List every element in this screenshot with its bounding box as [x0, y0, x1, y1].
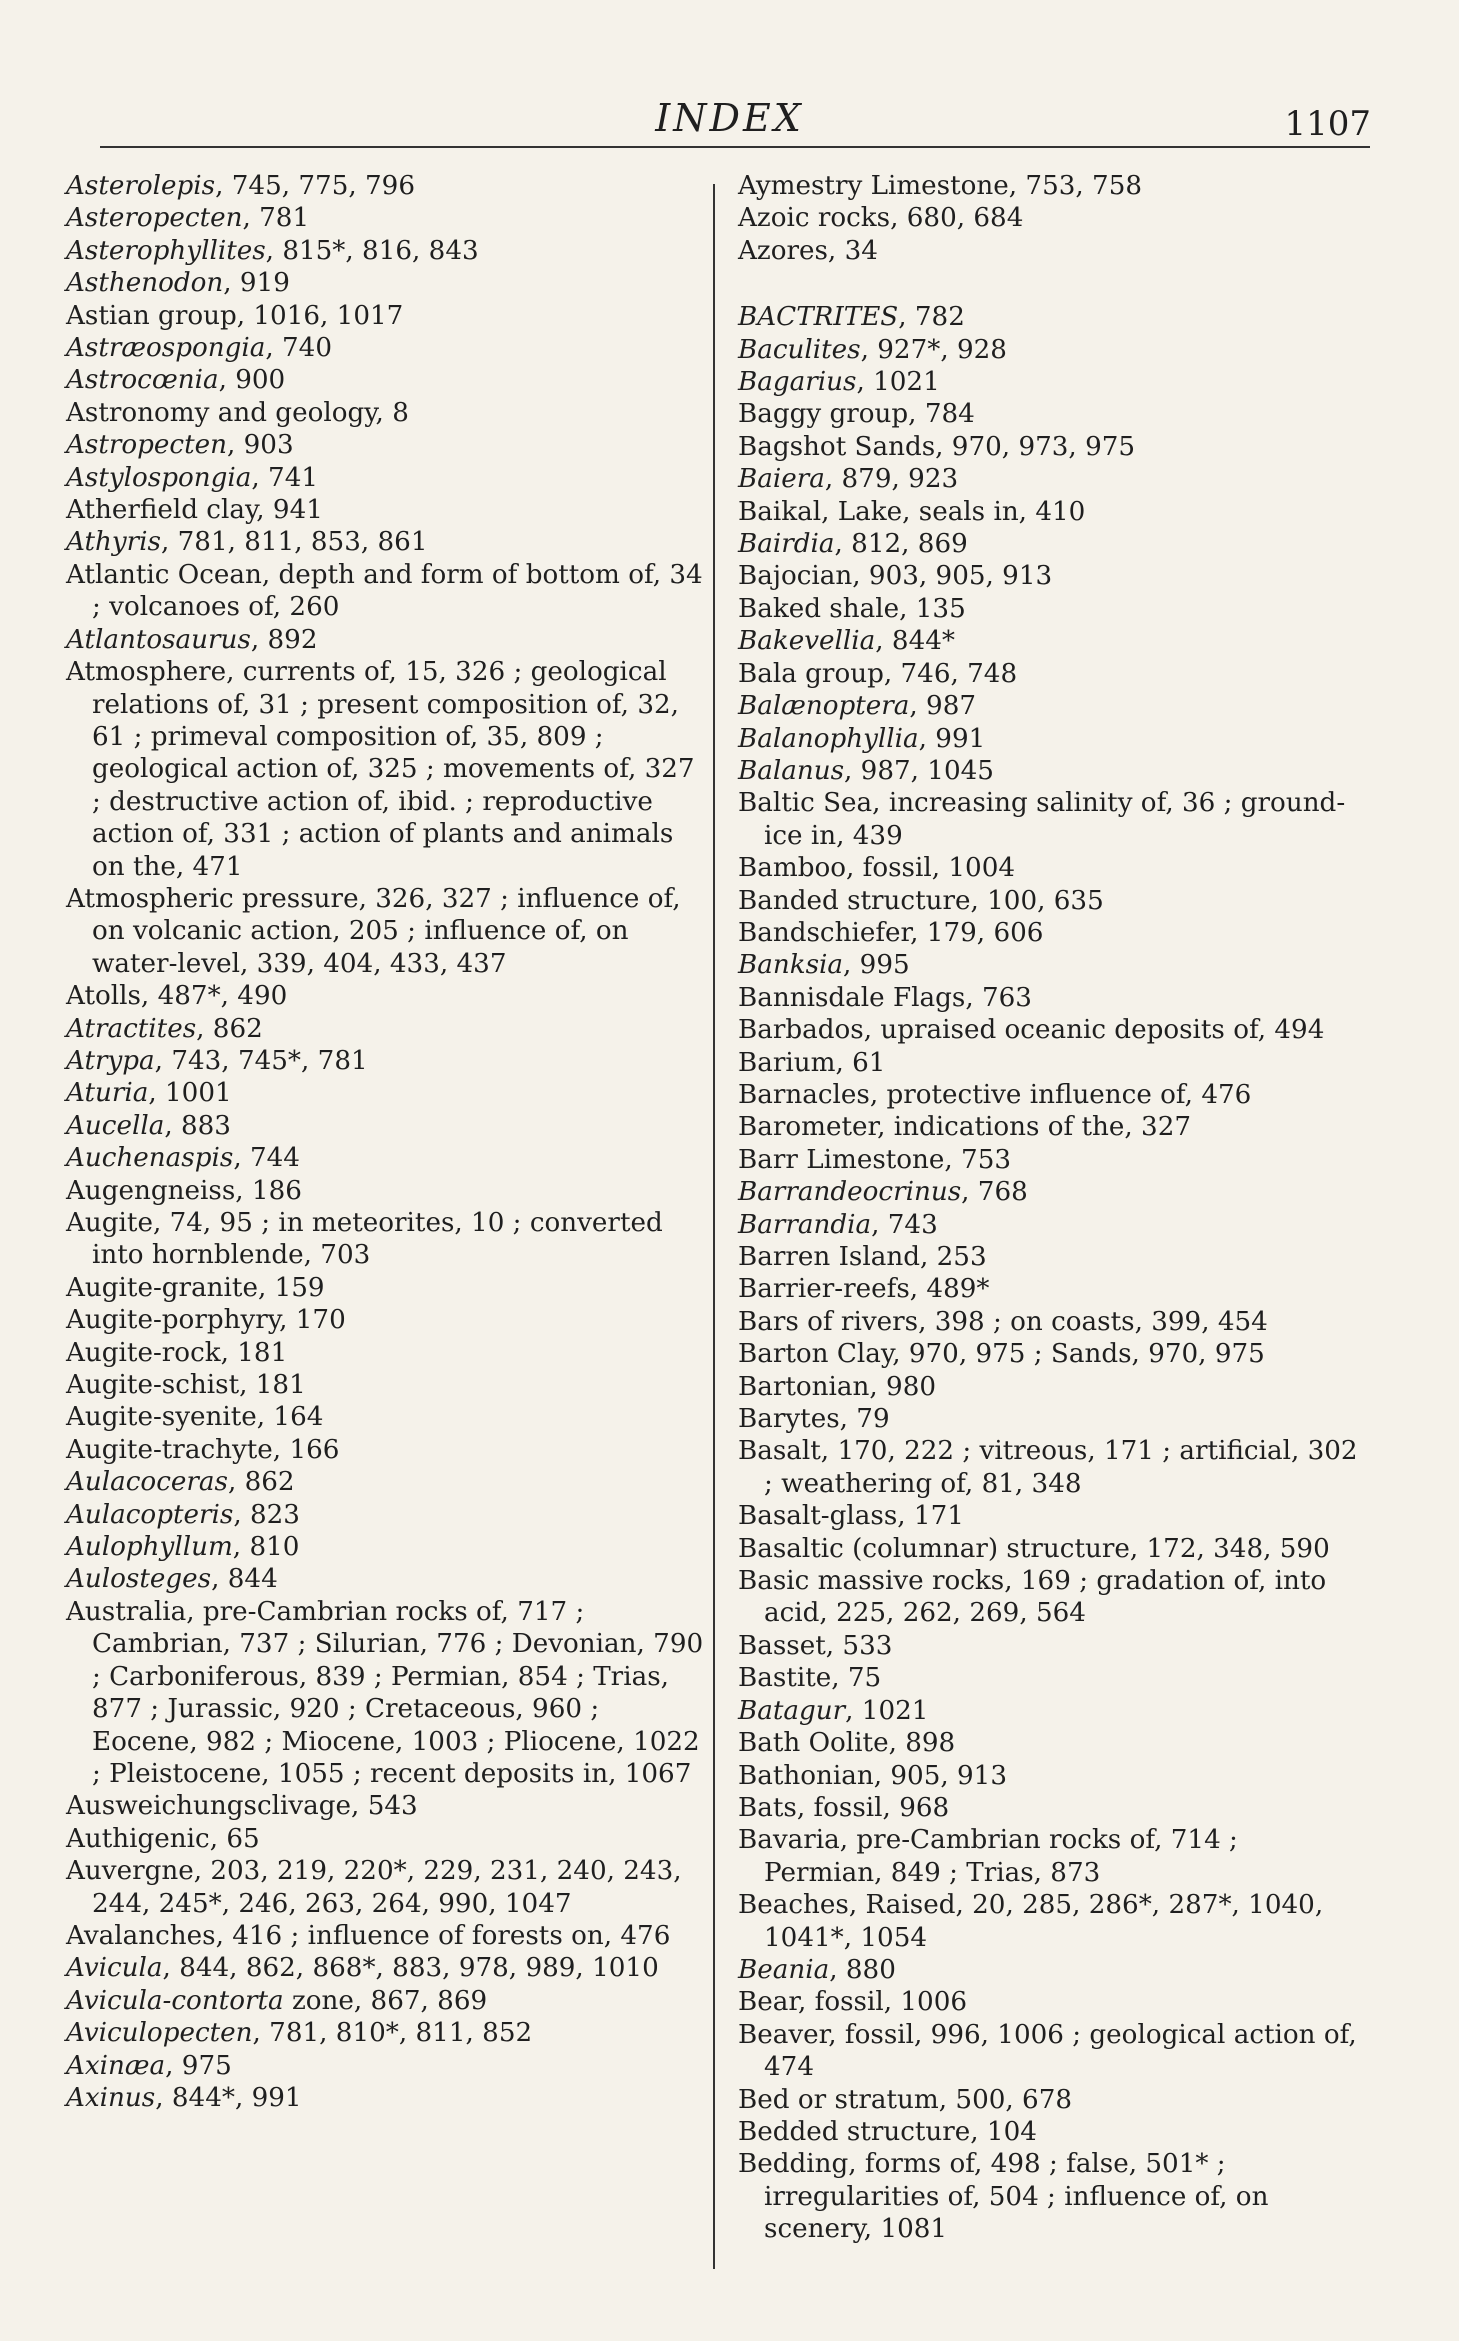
- index-entry: [738, 625, 1358, 657]
- entry-text: Bagshot Sands, 970, 973, 975: [738, 431, 1136, 462]
- index-entry: [66, 1207, 706, 1272]
- entry-italic-term: Beania: [738, 1954, 830, 1985]
- index-entry: [66, 980, 706, 1012]
- index-entry: [66, 2017, 706, 2049]
- entry-italic-term: BACTRITES: [738, 302, 899, 333]
- index-entry: [738, 1760, 1358, 1792]
- entry-italic-term: Atractites: [66, 1013, 197, 1044]
- entry-text: Basset, 533: [738, 1630, 893, 1661]
- entry-text: , 745, 775, 796: [215, 171, 416, 201]
- entry-italic-term: Aviculopecten: [66, 2018, 253, 2049]
- entry-text: , 823: [233, 1499, 300, 1530]
- entry-text: Bars of rivers, 398 ; on coasts, 399, 454: [738, 1306, 1268, 1337]
- entry-text: Atmosphere, currents of, 15, 326 ; geological relations of, 31 ; present composition of, 32, 61 ; primeval composition of, 35, 809 ; geological action of, 325 ; movements of, 327 ; destructive action of, ibid. ; reproductive action of, 331 ; action of plants and animals on the, 471: [66, 657, 695, 882]
- entry-italic-term: Astropecten: [66, 430, 227, 461]
- entry-text: Bedded structure, 104: [738, 2116, 1037, 2147]
- entry-text: , 781, 810*, 811, 852: [252, 2018, 533, 2049]
- entry-text: Atmospheric pressure, 326, 327 ; influence of, on volcanic action, 205 ; influence of, on water-level, 339, 404, 433, 437: [66, 883, 681, 979]
- index-entry: [738, 2084, 1358, 2116]
- entry-text: Barbados, upraised oceanic deposits of, 494: [738, 1015, 1325, 1046]
- index-entry: [738, 496, 1358, 528]
- entry-text: Basic massive rocks, 169 ; gradation of, into acid, 225, 262, 269, 564: [738, 1566, 1327, 1629]
- index-entry: [66, 170, 706, 202]
- entry-text: , 743, 745*, 781: [154, 1045, 368, 1076]
- entry-italic-term: Astylospongia: [66, 462, 252, 493]
- entry-text: Australia, pre-Cambrian rocks of, 717 ; Cambrian, 737 ; Silurian, 776 ; Devonian, 790 ; Carboniferous, 839 ; Permian, 854 ; Trias, 877 ; Jurassic, 920 ; Cretaceous, 960 ; Eocene, 982 ; Miocene, 1003 ; Pliocene, 1022 ; Pleistocene, 1055 ; recent deposits in, 1067: [66, 1596, 704, 1789]
- index-entry: [66, 1013, 706, 1045]
- index-entry: [738, 1371, 1358, 1403]
- entry-text: , 975: [165, 2050, 232, 2081]
- index-entry: [738, 1792, 1358, 1824]
- index-entry: [66, 624, 706, 656]
- index-column-right: [738, 170, 1358, 2246]
- entry-text: , 768: [961, 1177, 1028, 1208]
- entry-text: , 844*: [875, 626, 955, 657]
- index-entry: [738, 1435, 1358, 1500]
- entry-italic-term: Asteropecten: [66, 203, 243, 234]
- entry-italic-term: Aturia: [66, 1078, 149, 1109]
- index-entry: [66, 2050, 706, 2082]
- index-entry: [738, 982, 1358, 1014]
- index-entry: [738, 431, 1358, 463]
- entry-text: , 995: [843, 950, 910, 981]
- index-entry: [66, 883, 706, 980]
- entry-text: Astian group, 1016, 1017: [66, 300, 404, 331]
- entry-italic-term: Avicula-contorta: [66, 1985, 284, 2016]
- entry-text: Barometer, indications of the, 327: [738, 1112, 1192, 1143]
- entry-text: Authigenic, 65: [66, 1823, 260, 1854]
- entry-text: Bathonian, 905, 913: [738, 1760, 1007, 1791]
- page-number: 1107: [1284, 104, 1371, 144]
- entry-text: Beaches, Raised, 20, 285, 286*, 287*, 1040, 1041*, 1054: [738, 1890, 1324, 1953]
- entry-text: Augite-syenite, 164: [66, 1402, 324, 1433]
- entry-italic-term: Astræospongia: [66, 333, 266, 364]
- entry-text: Auvergne, 203, 219, 220*, 229, 231, 240, 243, 244, 245*, 246, 263, 264, 990, 1047: [66, 1856, 682, 1919]
- entry-text: Bear, fossil, 1006: [738, 1987, 968, 2018]
- entry-italic-term: Aulacoceras: [66, 1467, 228, 1498]
- index-entry: [738, 2148, 1358, 2245]
- index-entry: [66, 1434, 706, 1466]
- entry-text: Bastite, 75: [738, 1663, 882, 1694]
- entry-italic-term: Aucella: [66, 1110, 165, 1141]
- index-entry: [738, 1176, 1358, 1208]
- index-entry: [66, 1401, 706, 1433]
- entry-text: , 781: [242, 203, 310, 234]
- entry-text: , 815*, 816, 843: [265, 235, 479, 266]
- index-entry: [738, 301, 1358, 333]
- entry-text: Augite-porphyry, 170: [66, 1305, 346, 1336]
- entry-italic-term: Bakevellia: [738, 626, 876, 657]
- entry-text: , 862: [196, 1013, 263, 1044]
- index-entry: [738, 1824, 1358, 1889]
- index-entry: [738, 202, 1358, 234]
- index-entry: [738, 690, 1358, 722]
- index-entry: [66, 300, 706, 332]
- entry-text: Astronomy and geology, 8: [66, 397, 409, 428]
- entry-text: Baked shale, 135: [738, 593, 966, 624]
- entry-text: , 987: [909, 691, 977, 722]
- index-entry: [66, 1304, 706, 1336]
- entry-text: Bandschiefer, 179, 606: [738, 917, 1044, 948]
- entry-text: , 740: [265, 333, 333, 364]
- entry-text: Bamboo, fossil, 1004: [738, 853, 1016, 884]
- index-entry: [738, 1533, 1358, 1565]
- entry-text: zone, 867, 869: [283, 1985, 488, 2016]
- index-entry: [66, 1077, 706, 1109]
- index-entry: [738, 1565, 1358, 1630]
- index-entry: [66, 1142, 706, 1174]
- entry-text: Atherfield clay, 941: [66, 495, 323, 526]
- entry-italic-term: Athyris: [66, 527, 161, 558]
- entry-italic-term: Aulosteges: [66, 1564, 212, 1595]
- entry-text: , 844: [211, 1564, 278, 1595]
- index-column-left: [66, 170, 706, 2114]
- index-entry: [66, 267, 706, 299]
- index-entry: [738, 852, 1358, 884]
- entry-text: Bannisdale Flags, 763: [738, 982, 1032, 1013]
- entry-text: , 862: [227, 1467, 295, 1498]
- entry-italic-term: Axinus: [66, 2082, 156, 2113]
- entry-text: , 927*, 928: [860, 334, 1007, 365]
- entry-text: Barrier-reefs, 489*: [738, 1274, 990, 1305]
- entry-text: Bedding, forms of, 498 ; false, 501* ; irregularities of, 504 ; influence of, on scenery, 1081: [738, 2149, 1269, 2245]
- index-entry: [66, 526, 706, 558]
- entry-italic-term: Balanophyllia: [738, 723, 919, 754]
- index-entry: [738, 949, 1358, 981]
- entry-text: , 991: [918, 723, 986, 754]
- index-entry: [66, 1790, 706, 1822]
- index-entry: [738, 917, 1358, 949]
- entry-text: , 919: [223, 268, 290, 299]
- index-entry: [738, 1727, 1358, 1759]
- entry-italic-term: Auchenaspis: [66, 1143, 234, 1174]
- entry-italic-term: Asterolepis: [66, 171, 216, 201]
- section-gap: [738, 267, 1358, 301]
- entry-text: Barton Clay, 970, 975 ; Sands, 970, 975: [738, 1339, 1265, 1370]
- index-entry: [66, 1596, 706, 1790]
- index-entry: [738, 1630, 1358, 1662]
- entry-text: , 781, 811, 853, 861: [160, 527, 428, 558]
- entry-text: , 782: [898, 302, 965, 333]
- entry-text: , 743: [871, 1209, 938, 1240]
- entry-text: Ausweichungsclivage, 543: [66, 1791, 418, 1822]
- entry-text: , 880: [829, 1954, 896, 1985]
- entry-italic-term: Balænoptera: [738, 691, 910, 722]
- entry-italic-term: Astrocœnia: [66, 365, 219, 396]
- entry-text: Augite-trachyte, 166: [66, 1434, 340, 1465]
- entry-text: Barnacles, protective influence of, 476: [738, 1079, 1252, 1110]
- index-entry: [66, 656, 706, 883]
- index-entry: [66, 1855, 706, 1920]
- index-entry: [738, 1047, 1358, 1079]
- index-entry: [66, 1369, 706, 1401]
- index-entry: [66, 202, 706, 234]
- index-entry: [66, 332, 706, 364]
- entry-text: , 883: [164, 1110, 231, 1141]
- entry-text: Basalt, 170, 222 ; vitreous, 171 ; artificial, 302 ; weathering of, 81, 348: [738, 1436, 1358, 1499]
- entry-text: Barium, 61: [738, 1047, 886, 1078]
- entry-text: Baggy group, 784: [738, 399, 975, 430]
- entry-text: Bed or stratum, 500, 678: [738, 2084, 1073, 2115]
- entry-italic-term: Atlantosaurus: [66, 624, 251, 655]
- index-entry: [738, 398, 1358, 430]
- index-entry: [738, 1209, 1358, 1241]
- index-entry: [738, 1338, 1358, 1370]
- index-entry: [738, 528, 1358, 560]
- index-entry: [66, 494, 706, 526]
- index-entry: [738, 787, 1358, 852]
- entry-text: , 812, 869: [834, 529, 968, 560]
- entry-text: Aymestry Limestone, 753, 758: [738, 171, 1143, 201]
- entry-text: Avalanches, 416 ; influence of forests on, 476: [66, 1920, 671, 1951]
- index-entry: [738, 1889, 1358, 1954]
- entry-italic-term: Avicula: [66, 1953, 163, 1984]
- index-entry: [66, 235, 706, 267]
- entry-text: Bala group, 746, 748: [738, 658, 1018, 689]
- entry-text: , 987, 1045: [844, 755, 994, 786]
- entry-italic-term: Balanus: [738, 755, 845, 786]
- entry-text: Augite-granite, 159: [66, 1272, 325, 1303]
- index-entry: [738, 2019, 1358, 2084]
- index-entry: [738, 593, 1358, 625]
- index-entry: [738, 1014, 1358, 1046]
- entry-text: Augite-rock, 181: [66, 1337, 288, 1368]
- entry-text: Bavaria, pre-Cambrian rocks of, 714 ; Permian, 849 ; Trias, 873: [738, 1825, 1238, 1888]
- index-entry: [66, 2082, 706, 2114]
- index-entry: [66, 1531, 706, 1563]
- entry-italic-term: Axinæa: [66, 2050, 166, 2081]
- entry-text: Baltic Sea, increasing salinity of, 36 ; ground-ice in, 439: [738, 788, 1346, 851]
- entry-text: , 844, 862, 868*, 883, 978, 989, 1010: [162, 1953, 659, 1984]
- entry-italic-term: Barrandeocrinus: [738, 1177, 962, 1208]
- entry-italic-term: Aulophyllum: [66, 1532, 233, 1563]
- index-entry: [738, 1403, 1358, 1435]
- index-entry: [738, 658, 1358, 690]
- entry-text: Bartonian, 980: [738, 1371, 937, 1402]
- entry-italic-term: Baiera: [738, 464, 825, 495]
- index-entry: [738, 1273, 1358, 1305]
- index-entry: [738, 885, 1358, 917]
- entry-text: , 900: [218, 365, 286, 396]
- entry-text: Beaver, fossil, 996, 1006 ; geological action of, 474: [738, 2019, 1357, 2083]
- entry-text: , 1001: [148, 1078, 232, 1109]
- entry-text: Basaltic (columnar) structure, 172, 348, 590: [738, 1533, 1330, 1564]
- index-entry: [66, 1952, 706, 1984]
- index-entry: [738, 1079, 1358, 1111]
- index-entry: [738, 1111, 1358, 1143]
- entry-italic-term: Batagur: [738, 1695, 846, 1726]
- entry-italic-term: Aulacopteris: [66, 1499, 234, 1530]
- index-entry: [738, 235, 1358, 267]
- entry-text: , 1021: [845, 1695, 929, 1726]
- index-entry: [738, 1695, 1358, 1727]
- index-entry: [66, 1466, 706, 1498]
- entry-text: Augite-schist, 181: [66, 1370, 306, 1401]
- entry-italic-term: Bagarius: [738, 367, 857, 398]
- entry-text: , 744: [233, 1143, 300, 1174]
- entry-text: , 1021: [856, 367, 940, 398]
- entry-text: Banded structure, 100, 635: [738, 885, 1104, 916]
- index-entry: [738, 1954, 1358, 1986]
- entry-text: , 892: [250, 624, 318, 655]
- entry-text: Barr Limestone, 753: [738, 1144, 1012, 1175]
- index-entry: [66, 1920, 706, 1952]
- entry-text: , 844*, 991: [155, 2082, 302, 2113]
- index-entry: [738, 463, 1358, 495]
- entry-italic-term: Asterophyllites: [66, 235, 266, 266]
- index-entry: [66, 397, 706, 429]
- entry-text: Bats, fossil, 968: [738, 1792, 950, 1823]
- entry-text: , 741: [251, 462, 319, 493]
- index-entry: [66, 1823, 706, 1855]
- index-entry: [66, 559, 706, 624]
- index-entry: [738, 334, 1358, 366]
- entry-text: Barren Island, 253: [738, 1242, 987, 1272]
- entry-italic-term: Bairdia: [738, 529, 835, 560]
- entry-text: Azoic rocks, 680, 684: [738, 203, 1024, 234]
- index-entry: [738, 366, 1358, 398]
- index-entry: [738, 1986, 1358, 2018]
- index-entry: [738, 170, 1358, 202]
- entry-italic-term: Asthenodon: [66, 268, 224, 299]
- entry-text: , 879, 923: [824, 464, 959, 495]
- entry-italic-term: Barrandia: [738, 1209, 872, 1240]
- index-entry: [738, 2116, 1358, 2148]
- index-entry: [66, 1337, 706, 1369]
- entry-text: Bath Oolite, 898: [738, 1728, 956, 1759]
- index-entry: [66, 1563, 706, 1595]
- entry-text: Augengneiss, 186: [66, 1175, 302, 1206]
- column-divider: [713, 184, 715, 2269]
- index-entry: [66, 1272, 706, 1304]
- index-entry: [738, 1306, 1358, 1338]
- entry-italic-term: Banksia: [738, 950, 844, 981]
- index-entry: [66, 1499, 706, 1531]
- entry-text: Baikal, Lake, seals in, 410: [738, 496, 1086, 527]
- entry-italic-term: Atrypa: [66, 1045, 155, 1076]
- index-entry: [738, 1662, 1358, 1694]
- index-entry: [738, 755, 1358, 787]
- index-entry: [66, 364, 706, 396]
- entry-italic-term: Baculites: [738, 334, 861, 365]
- index-entry: [66, 1110, 706, 1142]
- entry-text: , 810: [232, 1532, 300, 1563]
- index-entry: [66, 1175, 706, 1207]
- index-entry: [738, 1144, 1358, 1176]
- index-entry: [738, 1241, 1358, 1273]
- entry-text: Barytes, 79: [738, 1404, 890, 1435]
- index-entry: [66, 462, 706, 494]
- index-entry: [738, 560, 1358, 592]
- header-rule: [100, 146, 1370, 148]
- entry-text: Azores, 34: [738, 235, 878, 266]
- entry-text: Basalt-glass, 171: [738, 1501, 964, 1532]
- index-entry: [66, 1045, 706, 1077]
- page-title: INDEX: [655, 96, 804, 140]
- entry-text: Augite, 74, 95 ; in meteorites, 10 ; converted into hornblende, 703: [66, 1208, 663, 1271]
- entry-text: Atolls, 487*, 490: [66, 981, 288, 1012]
- index-entry: [738, 723, 1358, 755]
- entry-text: Atlantic Ocean, depth and form of bottom of, 34 ; volcanoes of, 260: [66, 559, 703, 623]
- index-entry: [66, 1985, 706, 2017]
- index-entry: [738, 1500, 1358, 1532]
- entry-text: , 903: [226, 430, 294, 461]
- entry-text: Bajocian, 903, 905, 913: [738, 561, 1053, 592]
- index-entry: [66, 429, 706, 461]
